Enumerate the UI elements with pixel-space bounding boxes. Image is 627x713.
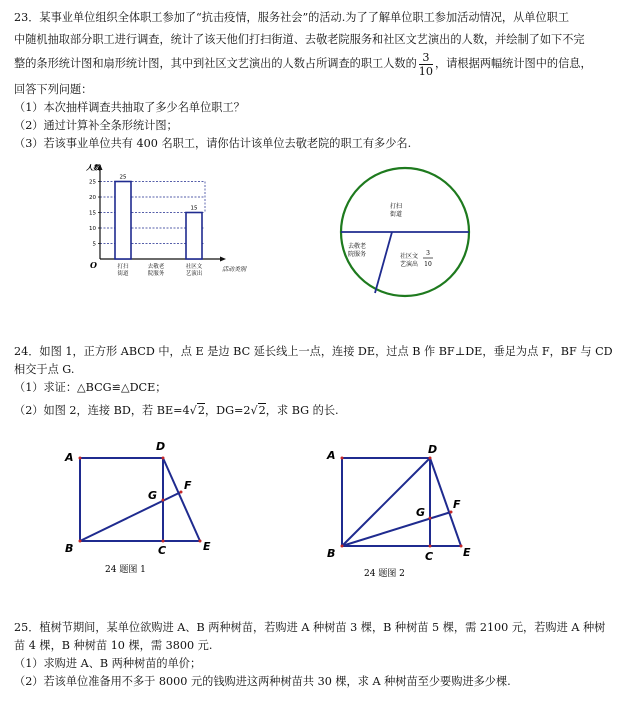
q23-fraction — [419, 51, 433, 78]
fig2-label-a: A — [327, 449, 336, 462]
q23-line-1: 23．某事业单位组织全体职工参加了“抗击疫情，服务社会”的活动.为了了解单位职工参加活动情况，从单位职工 — [14, 11, 570, 24]
q23-fraction-denominator: 10 — [418, 64, 434, 78]
fig1-caption: 24 题图 1 — [105, 565, 146, 575]
bar-2 — [186, 213, 202, 260]
pie-chart — [330, 160, 480, 300]
fig1-label-c: C — [158, 544, 167, 557]
x-tick-label: 社区文 — [185, 264, 203, 270]
x-tick-label: 艺演出 — [185, 271, 203, 277]
q24-line-2: 相交于点 G. — [14, 363, 75, 376]
y-tick-label: 20 — [89, 195, 96, 201]
pie-frac-num: 3 — [426, 250, 430, 257]
fig2-label-g: G — [416, 506, 426, 519]
q24-sub-1: （1）求证：△BCG≌△DCE； — [14, 381, 167, 394]
q25-line-2: 苗 4 棵，B 种树苗 10 棵，需 3800 元. — [14, 639, 213, 652]
q23-fraction-numerator: 3 — [419, 51, 433, 65]
pie-frac-den: 10 — [424, 261, 432, 268]
y-tick-label: 15 — [89, 210, 96, 217]
pie-label-elder-2: 院服务 — [347, 251, 367, 258]
fig2-label-b: B — [327, 547, 336, 560]
q23-sub-3: （3）若该事业单位共有 400 名职工，请你估计该单位去敬老院的职工有多少名. — [14, 137, 412, 150]
q23-line-3 — [14, 50, 592, 78]
fig1-label-g: G — [148, 489, 158, 502]
q24-sub-2-post: ，求 BG 的长. — [265, 404, 339, 417]
fig1-label-a: A — [65, 451, 74, 464]
bar-value-label: 25 — [119, 174, 127, 181]
fig1-line-de — [163, 458, 200, 541]
fig2-label-e: E — [463, 546, 471, 559]
bar-chart — [70, 160, 270, 300]
x-tick-label: 去敬老 — [147, 264, 165, 270]
x-tick-label: 院服务 — [147, 271, 165, 277]
x-tick-label: 街道 — [117, 271, 129, 277]
dg-coefficient: 2 — [243, 404, 251, 417]
y-axis-title: 人数 — [86, 164, 100, 172]
q23-line-2: 中随机抽取部分职工进行调查，统计了该天他们打扫街道、去敬老院服务和社区文艺演出的人数，并绘制了如下不完 — [14, 33, 585, 46]
fig1-label-d: D — [156, 440, 166, 453]
pie-label-community-1: 社区文 — [399, 253, 419, 260]
origin-label: O — [90, 260, 97, 270]
x-axis-title: 活动类别 — [222, 266, 247, 273]
geometry-figure-1 — [55, 440, 235, 580]
x-tick-label: 打扫 — [117, 264, 129, 270]
be-coefficient: 4 — [182, 404, 190, 417]
q25-line-1: 25．植树节期间，某单位欲购进 A、B 两种树苗，若购进 A 种树苗 3 棵，B 种树苗 5 棵，需 2100 元，若购进 A 种树 — [14, 621, 606, 634]
pie-label-street-2: 街道 — [389, 211, 403, 218]
fig2-label-c: C — [425, 550, 434, 563]
q23-line-4: 回答下列问题： — [14, 83, 93, 96]
y-tick-label: 5 — [92, 241, 96, 248]
q23-line-3-post: ，请根据两幅统计图中的信息， — [435, 57, 592, 70]
pie-label-street-1: 打扫 — [389, 203, 403, 210]
q23-line-3-pre: 整的条形统计图和扇形统计图，其中到社区文艺演出的人数占所调查的职工人数的 — [14, 57, 417, 70]
q24-line-1: 24．如图 1，正方形 ABCD 中，点 E 是边 BC 延长线上一点，连接 DE，过点 B 作 BF⊥DE，垂足为点 F，BF 与 CD — [14, 345, 613, 358]
pie-label-elder-1: 去敬老 — [347, 243, 367, 250]
q24-sub-2-pre: （2）如图 2，连接 BD，若 BE= — [14, 404, 183, 417]
y-tick-label: 25 — [89, 179, 96, 186]
bar-value-label: 15 — [190, 205, 198, 212]
q23-sub-2: （2）通过计算补全条形统计图； — [14, 119, 178, 132]
q24-sub-2: （2）如图 2，连接 BD，若 BE=4√2，DG=2√2，求 BG 的长. — [14, 404, 339, 417]
geometry-figure-2 — [320, 440, 495, 585]
dg-radicand: 2 — [258, 404, 266, 417]
fig1-line-bf — [80, 492, 181, 541]
q24-sub-2-mid: ，DG= — [204, 404, 244, 417]
x-axis-arrow — [220, 257, 226, 262]
y-tick-label: 10 — [89, 226, 96, 232]
fig2-label-d: D — [428, 443, 438, 456]
be-radicand: 2 — [197, 404, 205, 417]
fig1-label-e: E — [203, 540, 211, 553]
bar-0 — [115, 182, 131, 260]
q25-sub-1: （1）求购进 A、B 两种树苗的单价； — [14, 657, 202, 670]
q23-sub-1: （1）本次抽样调查共抽取了多少名单位职工？ — [14, 101, 245, 114]
q25-sub-2: （2）若该单位准备用不多于 8000 元的钱购进这两种树苗共 30 棵，求 A 种树苗至少要购进多少棵. — [14, 675, 511, 688]
pie-label-community-2: 艺演出 — [399, 261, 419, 268]
fig2-caption: 24 题图 2 — [364, 569, 405, 579]
fig1-label-b: B — [65, 542, 74, 555]
fig1-label-f: F — [184, 479, 192, 492]
fig2-label-f: F — [453, 498, 461, 511]
